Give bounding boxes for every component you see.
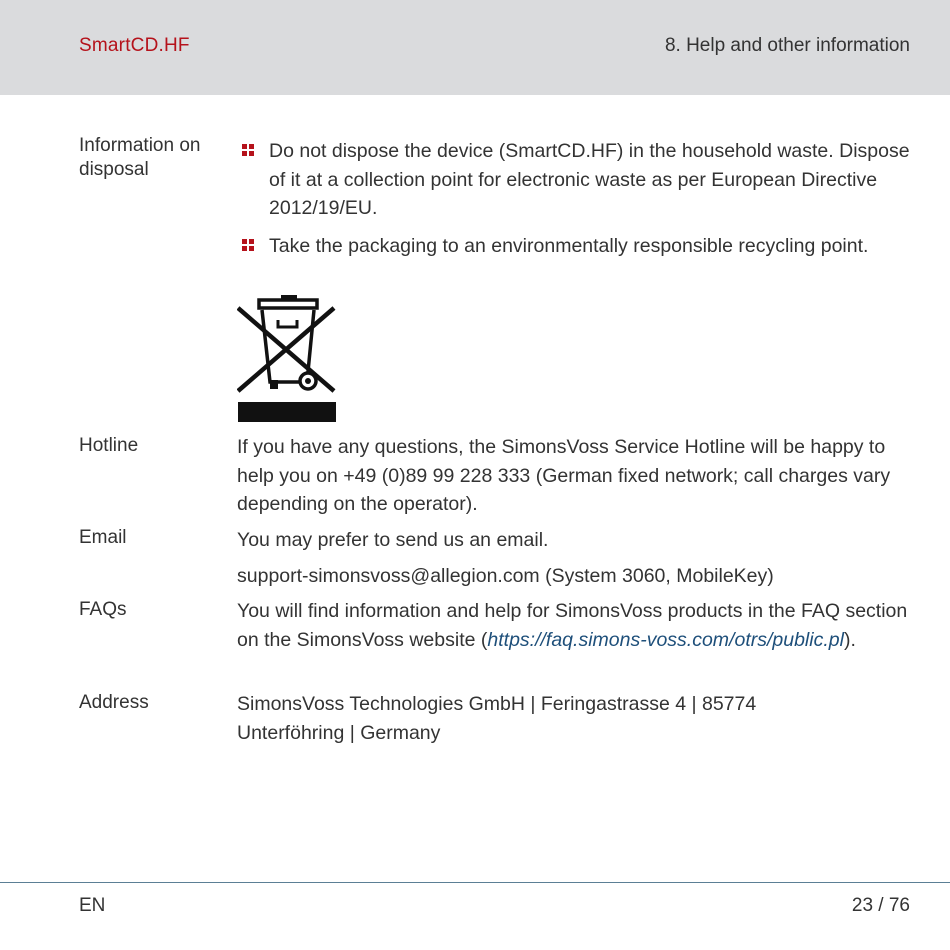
disposal-bullet-text: Take the packaging to an environmentally responsible recycling point.: [269, 235, 869, 257]
faqs-text: [237, 597, 917, 654]
page-header: [0, 0, 950, 95]
disposal-bullet-2: [237, 232, 917, 261]
crossed-out-wheelie-bin-icon: [237, 294, 337, 424]
chapter-title: 8. Help and other information: [664, 35, 910, 56]
footer-language: EN: [79, 895, 106, 916]
footer-divider: [0, 882, 950, 883]
email-text: You may prefer to send us an email.: [237, 529, 549, 551]
bullet-icon: [242, 144, 255, 157]
disposal-label: Information on disposal: [79, 135, 201, 180]
email-address[interactable]: support-simonsvoss@allegion.com (System 3060, MobileKey): [237, 565, 774, 587]
faqs-text-after: ).: [843, 628, 856, 651]
faqs-text-before: You will find information and help for SimonsVoss products in the FAQ section on the SimonsVoss website (: [237, 600, 908, 651]
bullet-icon: [242, 239, 255, 252]
brand-title: SmartCD.HF: [79, 35, 190, 56]
page-number: 23 / 76: [851, 895, 910, 916]
email-label: Email: [79, 527, 127, 548]
hotline-text: If you have any questions, the SimonsVoss Service Hotline will be happy to help you on +49 (0)89 99 228 333 (German fixed network; call charges vary depending on the operator).: [237, 436, 891, 515]
disposal-bullet-text: Do not dispose the device (SmartCD.HF) in the household waste. Dispose of it at a collection point for electronic waste as per European Directive 2012/19/EU.: [269, 140, 910, 219]
hotline-label: Hotline: [79, 435, 139, 456]
faq-link[interactable]: https://faq.simons-voss.com/otrs/public.pl: [487, 628, 844, 651]
faqs-label: FAQs: [79, 599, 127, 620]
address-label: Address: [79, 692, 149, 713]
disposal-bullet-1: [237, 137, 917, 223]
address-text: SimonsVoss Technologies GmbH | Feringastrasse 4 | 85774 Unterföhring | Germany: [237, 693, 757, 744]
